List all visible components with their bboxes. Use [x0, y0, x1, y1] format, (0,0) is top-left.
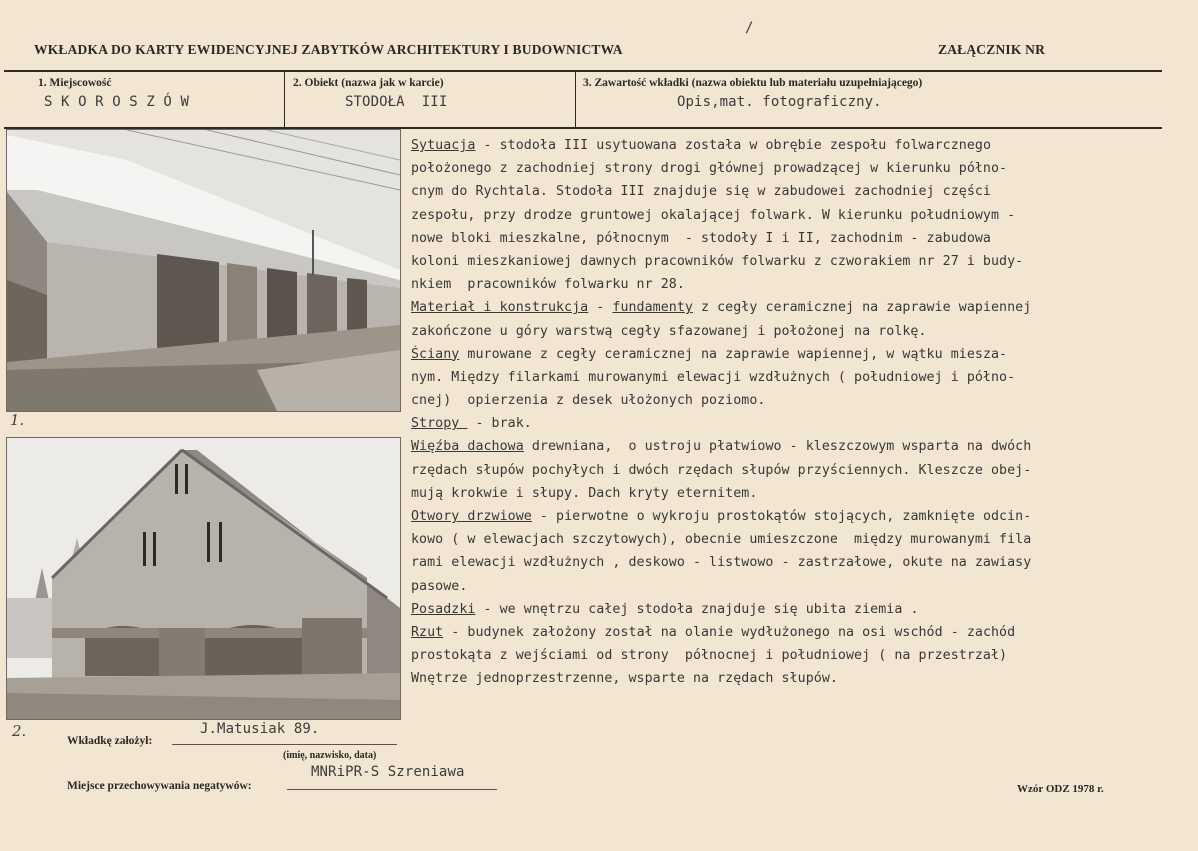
heading-foundations: fundamenty — [612, 300, 693, 316]
founder-hint: (imię, nazwisko, data) — [283, 750, 377, 761]
storage-value: MNRiPR-S Szreniawa — [311, 764, 465, 780]
founder-label: Wkładkę założył: — [67, 735, 153, 747]
storage-line — [287, 789, 497, 790]
text-line-22: Rzut - budynek założony został na olanie wydłużonego na osi wschód - zachód — [411, 624, 1016, 640]
text-line-2: położonego z zachodniej strony drogi głównej prowadzącej w kierunku półno- — [411, 161, 1008, 177]
heading-ceilings: Stropy — [411, 416, 468, 432]
text-line-7: nkiem pracowników folwarku nr 28. — [411, 277, 685, 293]
text-line-17: Otwory drzwiowe - pierwotne o wykroju prostokątów stojących, zamknięte odcin- — [411, 509, 1032, 524]
field-2-value: STODOŁA III — [345, 94, 448, 110]
heading-door-openings: Otwory drzwiowe — [411, 509, 532, 524]
barn-side-photo-image — [7, 130, 400, 411]
field-3-value: Opis,mat. fotograficzny. — [677, 94, 882, 110]
heading-material: Materiał i konstrukcja — [411, 300, 589, 316]
card-title: WKŁADKA DO KARTY EWIDENCYJNEJ ZABYTKÓW ARCHITEKTURY I BUDOWNICTWA — [34, 42, 623, 57]
text-line-5: nowe bloki mieszkalne, północnym - stodoły I i II, zachodnim - zabudowa — [411, 230, 991, 246]
heading-roof-truss: Więźba dachowa — [411, 439, 524, 455]
header-rule — [4, 70, 1162, 72]
text-line-10: Ściany murowane z cegły ceramicznej na zaprawie wapiennej, w wątku miesza- — [411, 346, 1008, 362]
heading-floors: Posadzki — [411, 601, 476, 617]
text-line-13: Stropy - brak. — [411, 416, 532, 432]
text-line-14: Więźba dachowa drewniana, o ustroju płatwiowo - kleszczowym wsparta na dwóch — [411, 439, 1032, 455]
text-line-9: zakończone u góry warstwą cegły sfazowanej i położonej na rolkę. — [411, 323, 927, 339]
description-text — [411, 134, 1191, 691]
heading-plan: Rzut — [411, 624, 444, 640]
field-3-label: 3. Zawartość wkładki (nazwa obiektu lub materiału uzupełniającego) — [583, 77, 923, 89]
heading-walls: Ściany — [411, 346, 460, 362]
text-line-1: Sytuacja - stodoła III usytuowana została w obrębie zespołu folwarcznego — [411, 138, 991, 153]
barn-gable-photo-image — [7, 438, 400, 719]
field-1-value: S K O R O S Z Ó W — [44, 94, 189, 110]
text-line-23: prostokąta z wejściami od strony północnej i południowej ( na przestrzał) — [411, 648, 1008, 664]
photo-barn-side — [6, 129, 401, 412]
attachment-number-label: ZAŁĄCZNIK NR — [938, 42, 1046, 57]
text-line-20: pasowe. — [411, 578, 468, 594]
storage-label: Miejsce przechowywania negatywów: — [67, 780, 252, 792]
founder-line — [172, 744, 397, 745]
field-2-label: 2. Obiekt (nazwa jak w karcie) — [293, 77, 444, 89]
photo-2-number: 2. — [12, 722, 27, 740]
founder-value: J.Matusiak 89. — [200, 721, 320, 737]
text-line-19: rami elewacji wzdłużnych , deskowo - listwowo - zastrzałowe, okute na zawiasy — [411, 555, 1032, 571]
text-line-15: rzędach słupów pochyłych i dwóch rzędach słupów przyściennych. Kleszcze obej- — [411, 462, 1032, 478]
form-number: Wzór ODZ 1978 r. — [1017, 783, 1104, 795]
pen-mark: / — [745, 20, 754, 36]
text-line-8: Materiał i konstrukcja - fundamenty z cegły ceramicznej na zaprawie wapiennej — [411, 300, 1032, 316]
text-line-21: Posadzki - we wnętrzu całej stodoła znajduje się ubita ziemia . — [411, 601, 919, 617]
field-divider-1 — [284, 72, 285, 127]
photo-barn-gable — [6, 437, 401, 720]
photo-1-number: 1. — [10, 411, 25, 429]
text-line-24: Wnętrze jednoprzestrzenne, wsparte na rzędach słupów. — [411, 671, 838, 687]
text-line-3: cnym do Rychtala. Stodoła III znajduje się w zabudowei zachodniej części — [411, 184, 991, 200]
text-line-6: koloni mieszkaniowej dawnych pracowników folwarku z czworakiem nr 27 i budy- — [411, 253, 1024, 269]
text-line-4: zespołu, przy drodze gruntowej okalającej folwark. W kierunku południowym - — [411, 207, 1016, 223]
field-divider-2 — [575, 72, 576, 127]
text-line-12: cnej) opierzenia z desek ułożonych poziomo. — [411, 393, 766, 409]
heading-situation: Sytuacja — [411, 138, 476, 153]
field-1-label: 1. Miejscowość — [38, 77, 112, 89]
text-line-16: mują krokwie i słupy. Dach kryty eternitem. — [411, 485, 758, 501]
text-line-18: kowo ( w elewacjach szczytowych), obecnie umieszczone między murowanymi fila — [411, 532, 1032, 548]
text-line-11: nym. Między filarkami murowanymi elewacji wzdłużnych ( południowej i półno- — [411, 369, 1016, 385]
